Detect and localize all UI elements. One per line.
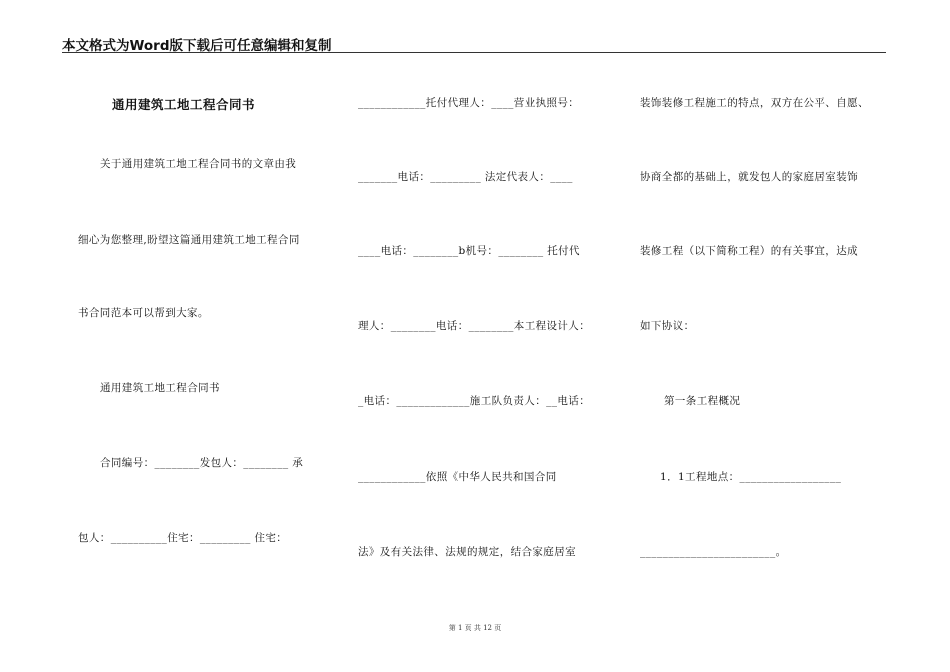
- paragraph-line: 通用建筑工地工程合同书: [100, 382, 220, 394]
- paragraph-line: 如下协议：: [640, 320, 695, 332]
- paragraph-line: 装修工程（以下简称工程）的有关事宜，达成: [640, 245, 858, 257]
- paragraph-line: 包人：__________住宅：_________ 住宅：: [78, 532, 288, 544]
- paragraph-line: 书合同范本可以帮到大家。: [78, 307, 209, 319]
- header-divider: [62, 52, 886, 53]
- paragraph-line: 细心为您整理,盼望这篇通用建筑工地工程合同: [78, 234, 300, 246]
- paragraph-line: 法》及有关法律、法规的规定，结合家庭居室: [358, 546, 576, 558]
- paragraph-line: 装饰装修工程施工的特点，双方在公平、自愿、: [640, 97, 869, 109]
- paragraph-line: ____电话：________b机号：________ 托付代: [358, 245, 580, 257]
- paragraph-line: 1．1工程地点：__________________: [660, 471, 842, 483]
- paragraph-line: 合同编号：________发包人：________ 承: [100, 457, 304, 469]
- document-title: 通用建筑工地工程合同书: [112, 97, 256, 112]
- paragraph-line: ________________________。: [640, 546, 787, 558]
- paragraph-line: _电话：_____________施工队负责人：__电话：: [358, 395, 591, 407]
- paragraph-line: 协商全都的基础上，就发包人的家庭居室装饰: [640, 171, 858, 183]
- document-header: 本文格式为Word版下载后可任意编辑和复制: [62, 38, 332, 54]
- paragraph-line: 理人：________电话：________本工程设计人：: [358, 320, 591, 332]
- paragraph-line: _______电话：_________ 法定代表人：____: [358, 171, 573, 183]
- paragraph-line: 关于通用建筑工地工程合同书的文章由我: [100, 158, 297, 170]
- paragraph-line: ____________托付代理人：____营业执照号：: [358, 97, 580, 109]
- paragraph-line: ____________依照《中华人民共和国合同: [358, 471, 557, 483]
- section-heading: 第一条工程概况: [664, 395, 741, 407]
- page-number: 第 1 页 共 12 页: [448, 624, 502, 632]
